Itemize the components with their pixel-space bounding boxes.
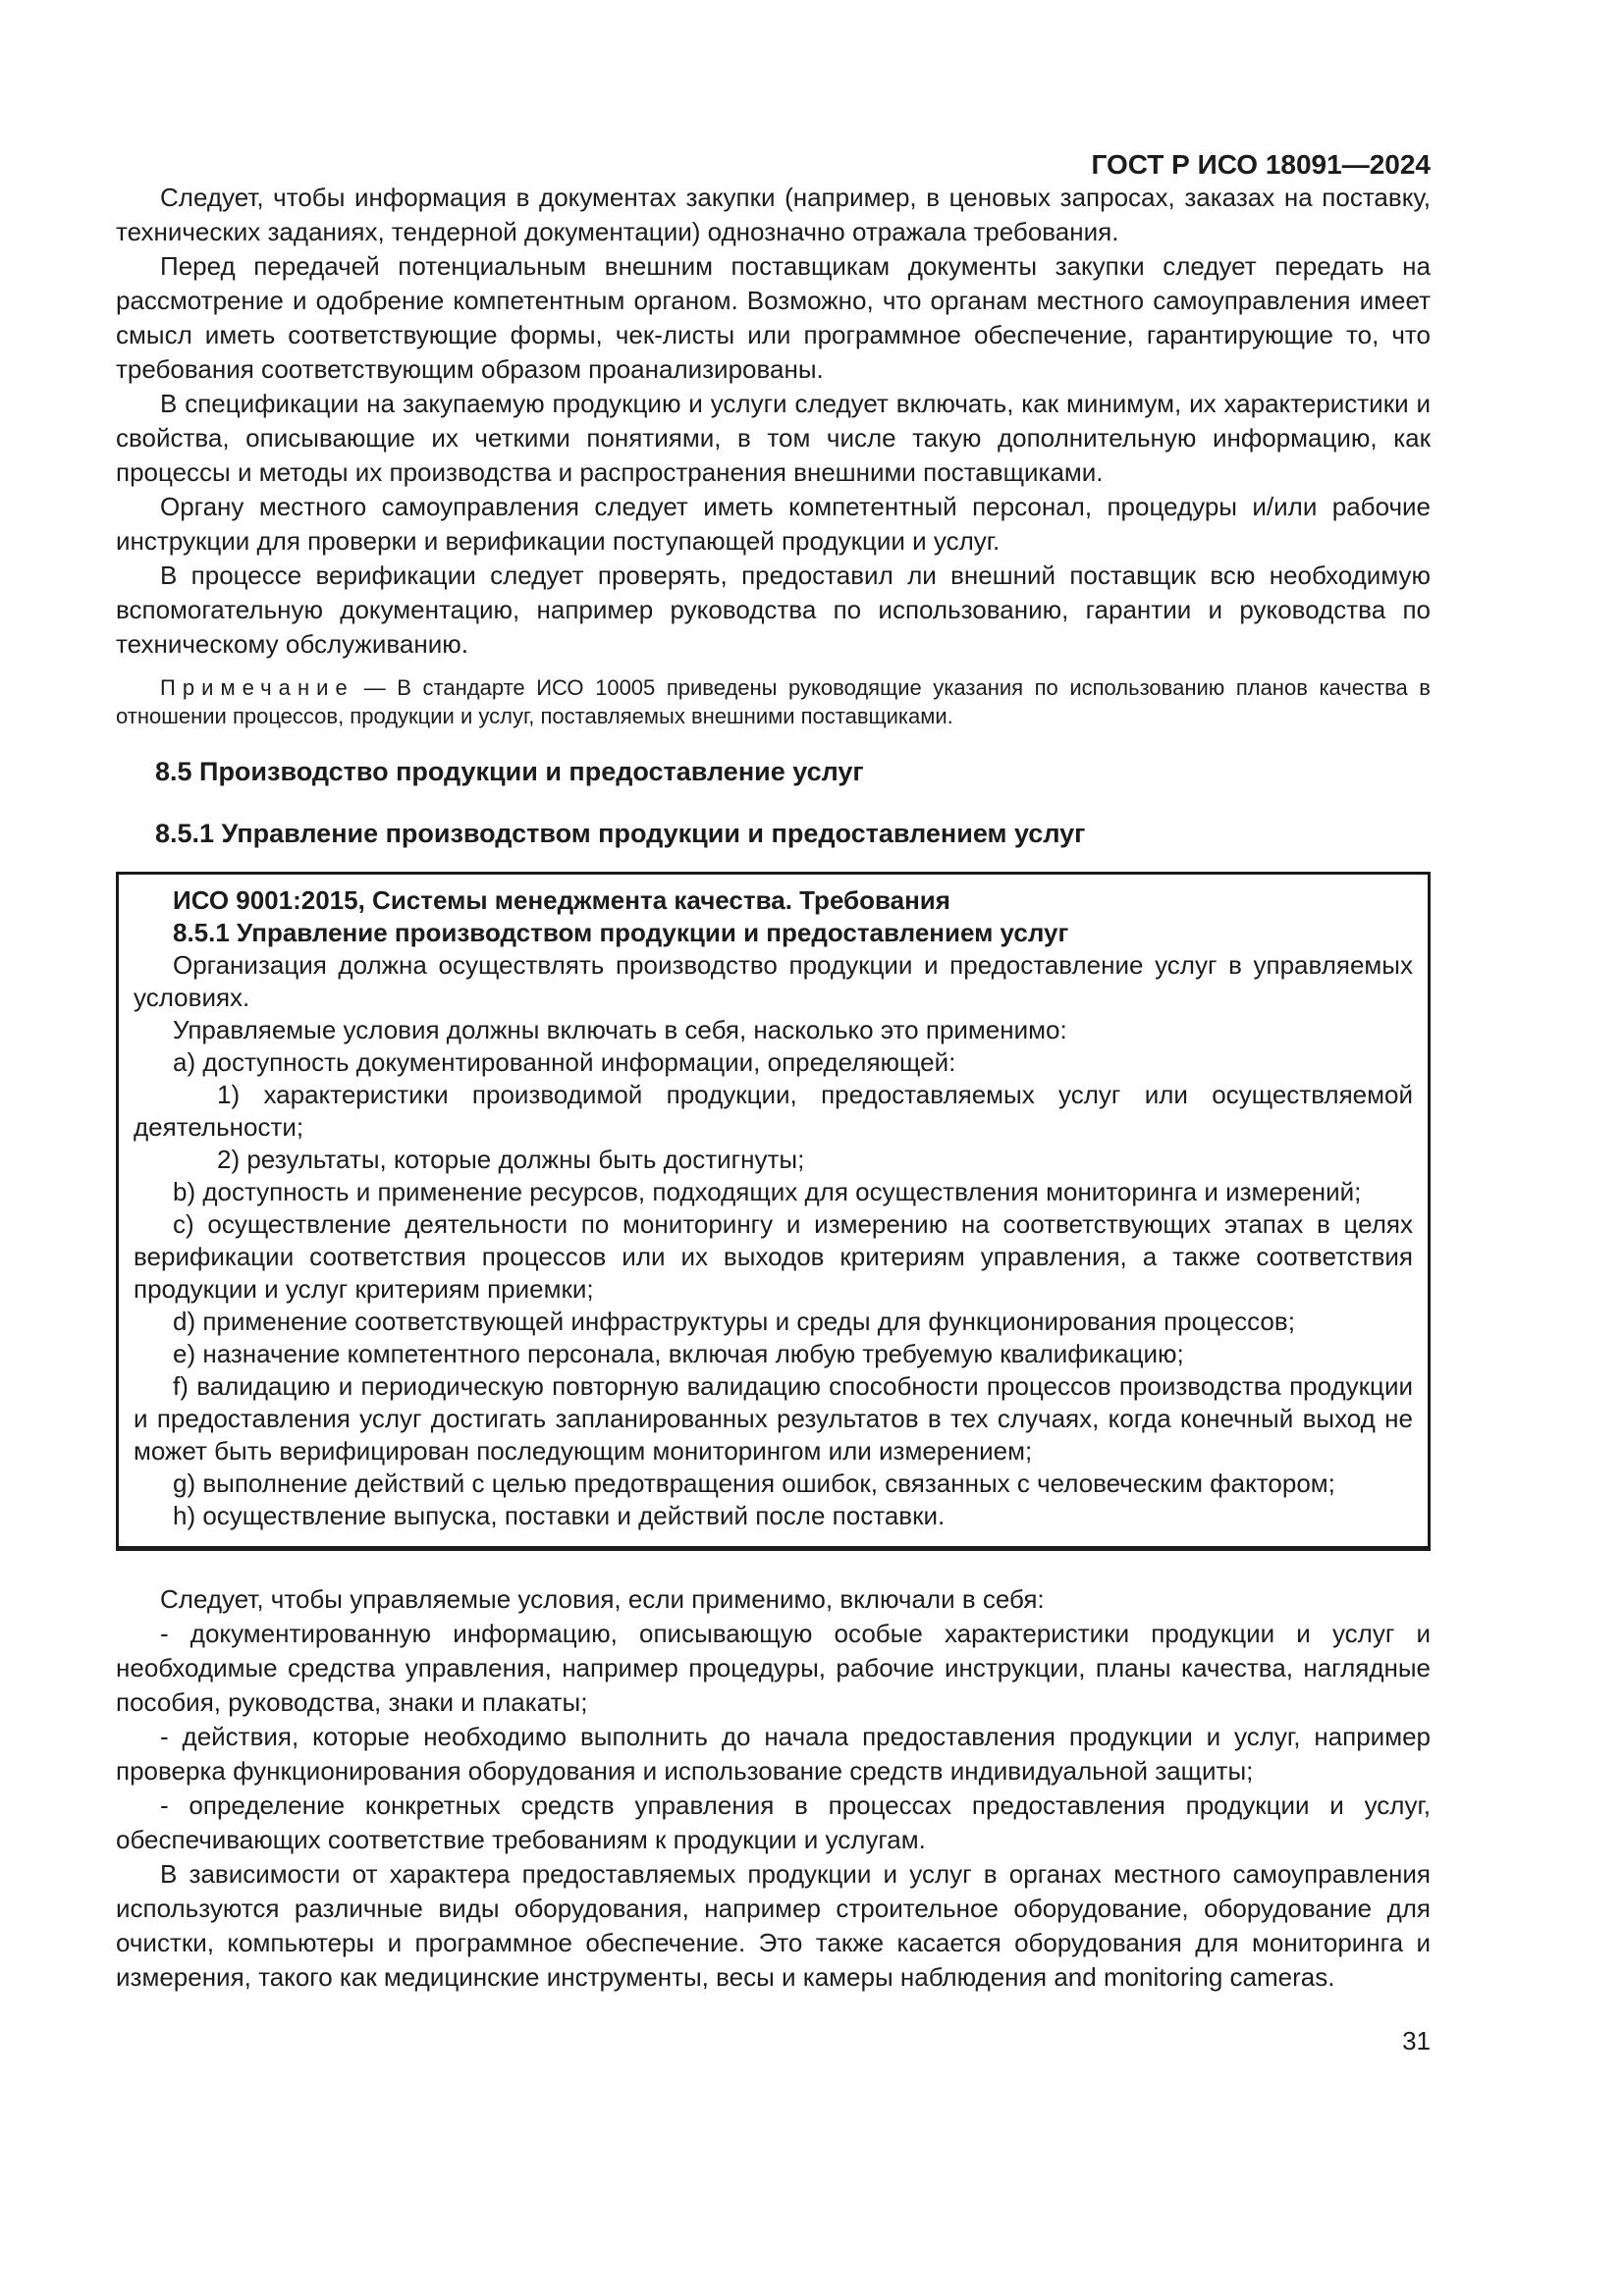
- paragraph-verification-process: В процессе верификации следует проверять, предоставил ли внешний поставщик всю необходимую вспомогательную документацию, например руководства по использованию, гарантии и руководства по техническому обслуживанию.: [116, 561, 1431, 659]
- standard-designation-header: ГОСТ Р ИСО 18091—2024: [1091, 149, 1431, 180]
- paragraph-procurement-review: Перед передачей потенциальным внешним поставщикам документы закупки следует передать на рассмотрение и одобрение компетентным органом. Возможно, что органам местного самоуправления имеет смысл иметь соответствующие формы, чек-листы или программное обеспечение, гарантирующие то, что требования соответствующим образом проанализированы.: [116, 251, 1431, 384]
- paragraph-dash-actions: - действия, которые необходимо выполнить до начала предоставления продукции и услуг, например проверка функционирования оборудования и использование средств индивидуальной защиты;: [116, 1722, 1431, 1786]
- page-content: [116, 0, 1431, 2058]
- section-heading-8-5-1: 8.5.1 Управление производством продукции и предоставлением услуг: [155, 819, 1086, 848]
- paragraph-controlled-conditions: Следует, чтобы управляемые условия, если применимо, включали в себя:: [160, 1584, 1045, 1614]
- section-heading-8-5: 8.5 Производство продукции и предоставление услуг: [155, 757, 864, 786]
- iso-9001-quote-box: [116, 872, 1431, 1551]
- quote-box-title: ИСО 9001:2015, Системы менеджмента качества. Требования: [173, 885, 950, 915]
- quote-box-subtitle: 8.5.1 Управление производством продукции и предоставлением услуг: [173, 918, 1069, 947]
- note-block: [116, 673, 1431, 730]
- paragraph-procurement-info: Следует, чтобы информация в документах закупки (например, в ценовых запросах, заказах на поставку, технических заданиях, тендерной документации) однозначно отражала требования.: [116, 183, 1431, 246]
- page-number: 31: [1402, 2026, 1431, 2056]
- quote-box-item-g: g) выполнение действий с целью предотвращения ошибок, связанных с человеческим фактором;: [173, 1468, 1335, 1498]
- paragraph-specification: В спецификации на закупаемую продукцию и услуги следует включать, как минимум, их характеристики и свойства, описывающие их четкими понятиями, в том числе такую дополнительную информацию, как процессы и методы их производства и распространения внешними поставщиками.: [116, 389, 1431, 487]
- quote-box-item-a2: 2) результаты, которые должны быть достигнуты;: [217, 1145, 805, 1174]
- note-label: Примечание: [160, 675, 354, 700]
- quote-box-item-b: b) доступность и применение ресурсов, подходящих для осуществления мониторинга и измерений;: [173, 1177, 1362, 1206]
- paragraph-equipment-types: В зависимости от характера предоставляемых продукции и услуг в органах местного самоуправления используются различные виды оборудования, например строительное оборудование, оборудование для очистки, компьютеры и программное обеспечение. Это также касается оборудования для мониторинга и измерения, такого как медицинские инструменты, весы и камеры наблюдения and monitoring cameras.: [116, 1859, 1431, 1992]
- quote-box-item-c: c) осуществление деятельности по мониторингу и измерению на соответствующих этапах в целях верификации соответствия процессов или их выходов критериям управления, а также соответствия продукции и услуг критериям приемки;: [134, 1209, 1413, 1304]
- paragraph-dash-controls: - определение конкретных средств управления в процессах предоставления продукции и услуг, обеспечивающих соответствие требованиям к продукции и услугам.: [116, 1790, 1431, 1854]
- quote-box-item-e: e) назначение компетентного персонала, включая любую требуемую квалификацию;: [173, 1339, 1184, 1368]
- note-text: — В стандарте ИСО 10005 приведены руководящие указания по использованию планов качества в отношении процессов, продукции и услуг, поставляемых внешними поставщиками.: [116, 675, 1431, 728]
- quote-box-item-h: h) осуществление выпуска, поставки и действий после поставки.: [173, 1501, 946, 1530]
- paragraph-dash-documented-info: - документированную информацию, описывающую особые характеристики продукции и услуг и необходимые средства управления, например процедуры, рабочие инструкции, планы качества, наглядные пособия, руководства, знаки и плакаты;: [116, 1619, 1431, 1717]
- quote-box-item-d: d) применение соответствующей инфраструктуры и среды для функционирования процессов;: [173, 1307, 1295, 1336]
- quote-box-item: Организация должна осуществлять производство продукции и предоставление услуг в управляемых условиях.: [134, 950, 1413, 1012]
- paragraph-competent-personnel: Органу местного самоуправления следует иметь компетентный персонал, процедуры и/или рабочие инструкции для проверки и верификации поступающей продукции и услуг.: [116, 492, 1431, 556]
- quote-box-item-a: a) доступность документированной информации, определяющей:: [173, 1047, 956, 1077]
- quote-box-item-f: f) валидацию и периодическую повторную валидацию способности процессов производства продукции и предоставления услуг достигать запланированных результатов в тех случаях, когда конечный выход не может быть верифицирован последующим мониторингом или измерением;: [134, 1371, 1413, 1466]
- quote-box-item: Управляемые условия должны включать в себя, насколько это применимо:: [173, 1015, 1067, 1044]
- quote-box-item-a1: 1) характеристики производимой продукции, предоставляемых услуг или осуществляемой деятельности;: [134, 1080, 1413, 1142]
